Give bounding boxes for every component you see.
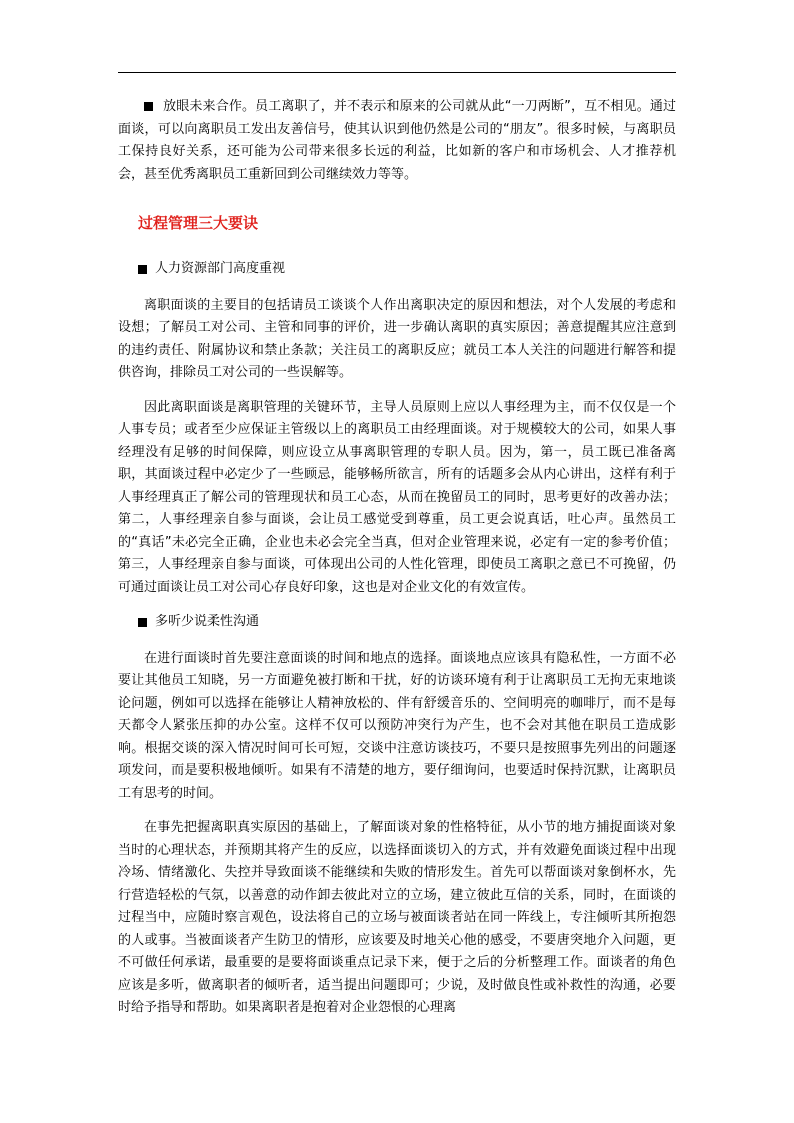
header-rule [118,72,676,73]
document-body [118,96,676,1020]
paragraph-reason: 在事先把握离职真实原因的基础上，了解面谈对象的性格特征，从小节的地方捕捉面谈对象当时的心理状态，并预期其将产生的反应，以选择面谈切入的方式，并有效避免面谈过程中出现冷场、情绪激化、失控并导致面谈不能继续和失败的情形发生。首先可以帮面谈对象倒杯水，先行营造轻松的气氛，以善意的动作卸去彼此对立的立场，建立彼此互信的关系，同时，在面谈的过程当中，应随时察言观色，设法将自己的立场与被面谈者站在同一阵线上，专注倾听其所抱怨的人或事。当被面谈者产生防卫的情形，应该要及时地关心他的感受，不要唐突地介入问题，更不可做任何承诺，最重要的是要将面谈重点记录下来，便于之后的分析整理工作。面谈者的角色应该是多听，做离职者的倾听者，适当提出问题即可；少说，及时做良性或补救性的沟通，必要时给予指导和帮助。如果离职者是抱着对企业怨恨的心理离 [118,820,676,1015]
black-square-icon [138,618,147,627]
paragraph-future-cooperation: 放眼未来合作。员工离职了，并不表示和原来的公司就从此“一刀两断”，互不相见。通过面谈，可以向离职员工发出友善信号，使其认识到他仍然是公司的“朋友”。很多时候，与离职员工保持良好关系，还可能为公司带来很多长远的利益，比如新的客户和市场机会、人才推荐机会，甚至优秀离职员工重新回到公司继续效力等等。 [118,99,676,182]
subheading-hr-attention: 人力资源部门高度重视 [118,258,676,281]
paragraph-purpose: 离职面谈的主要目的包括请员工谈谈个人作出离职决定的原因和想法，对个人发展的考虑和设想；了解员工对公司、主管和同事的评价，进一步确认离职的真实原因；善意提醒其应注意到的违约责任、附属协议和禁止条款；关注员工的离职反应；就员工本人关注的问题进行解答和提供咨询，排除员工对公司的一些误解等。 [118,297,676,380]
paragraph-key-link: 因此离职面谈是离职管理的关键环节，主导人员原则上应以人事经理为主，而不仅仅是一个人事专员；或者至少应保证主管级以上的离职员工由经理面谈。对于规模较大的公司，如果人事经理没有足够的时间保障，则应设立从事离职管理的专职人员。因为，第一，员工既已准备离职，其面谈过程中必定少了一些顾忌，能够畅所欲言，所有的话题多会从内心讲出，这样有利于人事经理真正了解公司的管理现状和员工心态，从而在挽留员工的同时，思考更好的改善办法；第二，人事经理亲自参与面谈，会让员工感觉受到尊重，员工更会说真话，吐心声。虽然员工的“真话”未必完全正确，企业也未必会完全当真，但对企业管理来说，必定有一定的参考价值；第三，人事经理亲自参与面谈，可体现出公司的人性化管理，即使员工离职之意已不可挽留，仍可通过面谈让员工对公司心存良好印象，这也是对企业文化的有效宣传。 [118,399,676,595]
black-square-icon [138,265,147,274]
paragraph-time-place: 在进行面谈时首先要注意面谈的时间和地点的选择。面谈地点应该具有隐私性，一方面不必要让其他员工知晓，另一方面避免被打断和干扰，好的访谈环境有利于让离职员工无拘无束地谈论问题，例如可以选择在能够让人精神放松的、伴有舒缓音乐的、空间明亮的咖啡厅，而不是每天都令人紧张压抑的办公室。这样不仅可以预防冲突行为产生，也不会对其他在职员工造成影响。根据交谈的深入情况时间可长可短，交谈中注意访谈技巧，不要只是按照事先列出的问题逐项发问，而是要积极地倾听。如果有不清楚的地方，要仔细询问，也要适时保持沉默，让离职员工有思考的时间。 [118,650,676,801]
black-square-icon [144,102,153,111]
subheading-listen-more: 多听少说柔性沟通 [118,611,676,634]
section-title: 过程管理三大要诀 [138,214,259,232]
